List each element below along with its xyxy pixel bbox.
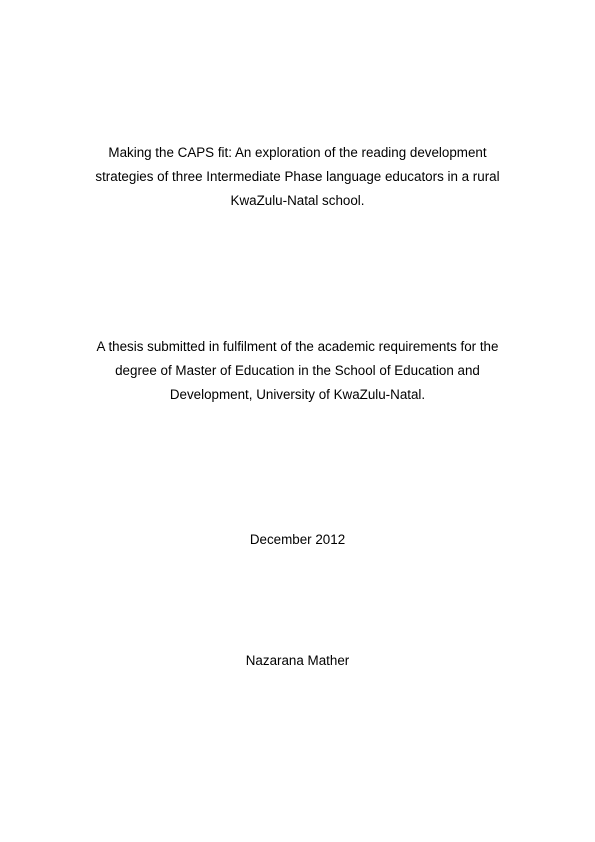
thesis-title-line: strategies of three Intermediate Phase language educators in a rural	[95, 169, 500, 184]
thesis-title-line: Making the CAPS fit: An exploration of the reading development	[108, 145, 487, 160]
submission-statement-line: degree of Master of Education in the School of Education and	[115, 363, 480, 378]
thesis-title-line: KwaZulu-Natal school.	[230, 193, 365, 208]
submission-statement-line: A thesis submitted in fulfilment of the academic requirements for the	[96, 339, 499, 354]
submission-date: December 2012	[249, 532, 346, 547]
thesis-title	[60, 141, 535, 213]
submission-statement	[60, 335, 535, 407]
submission-statement-line: Development, University of KwaZulu-Natal.	[169, 387, 426, 402]
author-name: Nazarana Mather	[245, 653, 350, 668]
